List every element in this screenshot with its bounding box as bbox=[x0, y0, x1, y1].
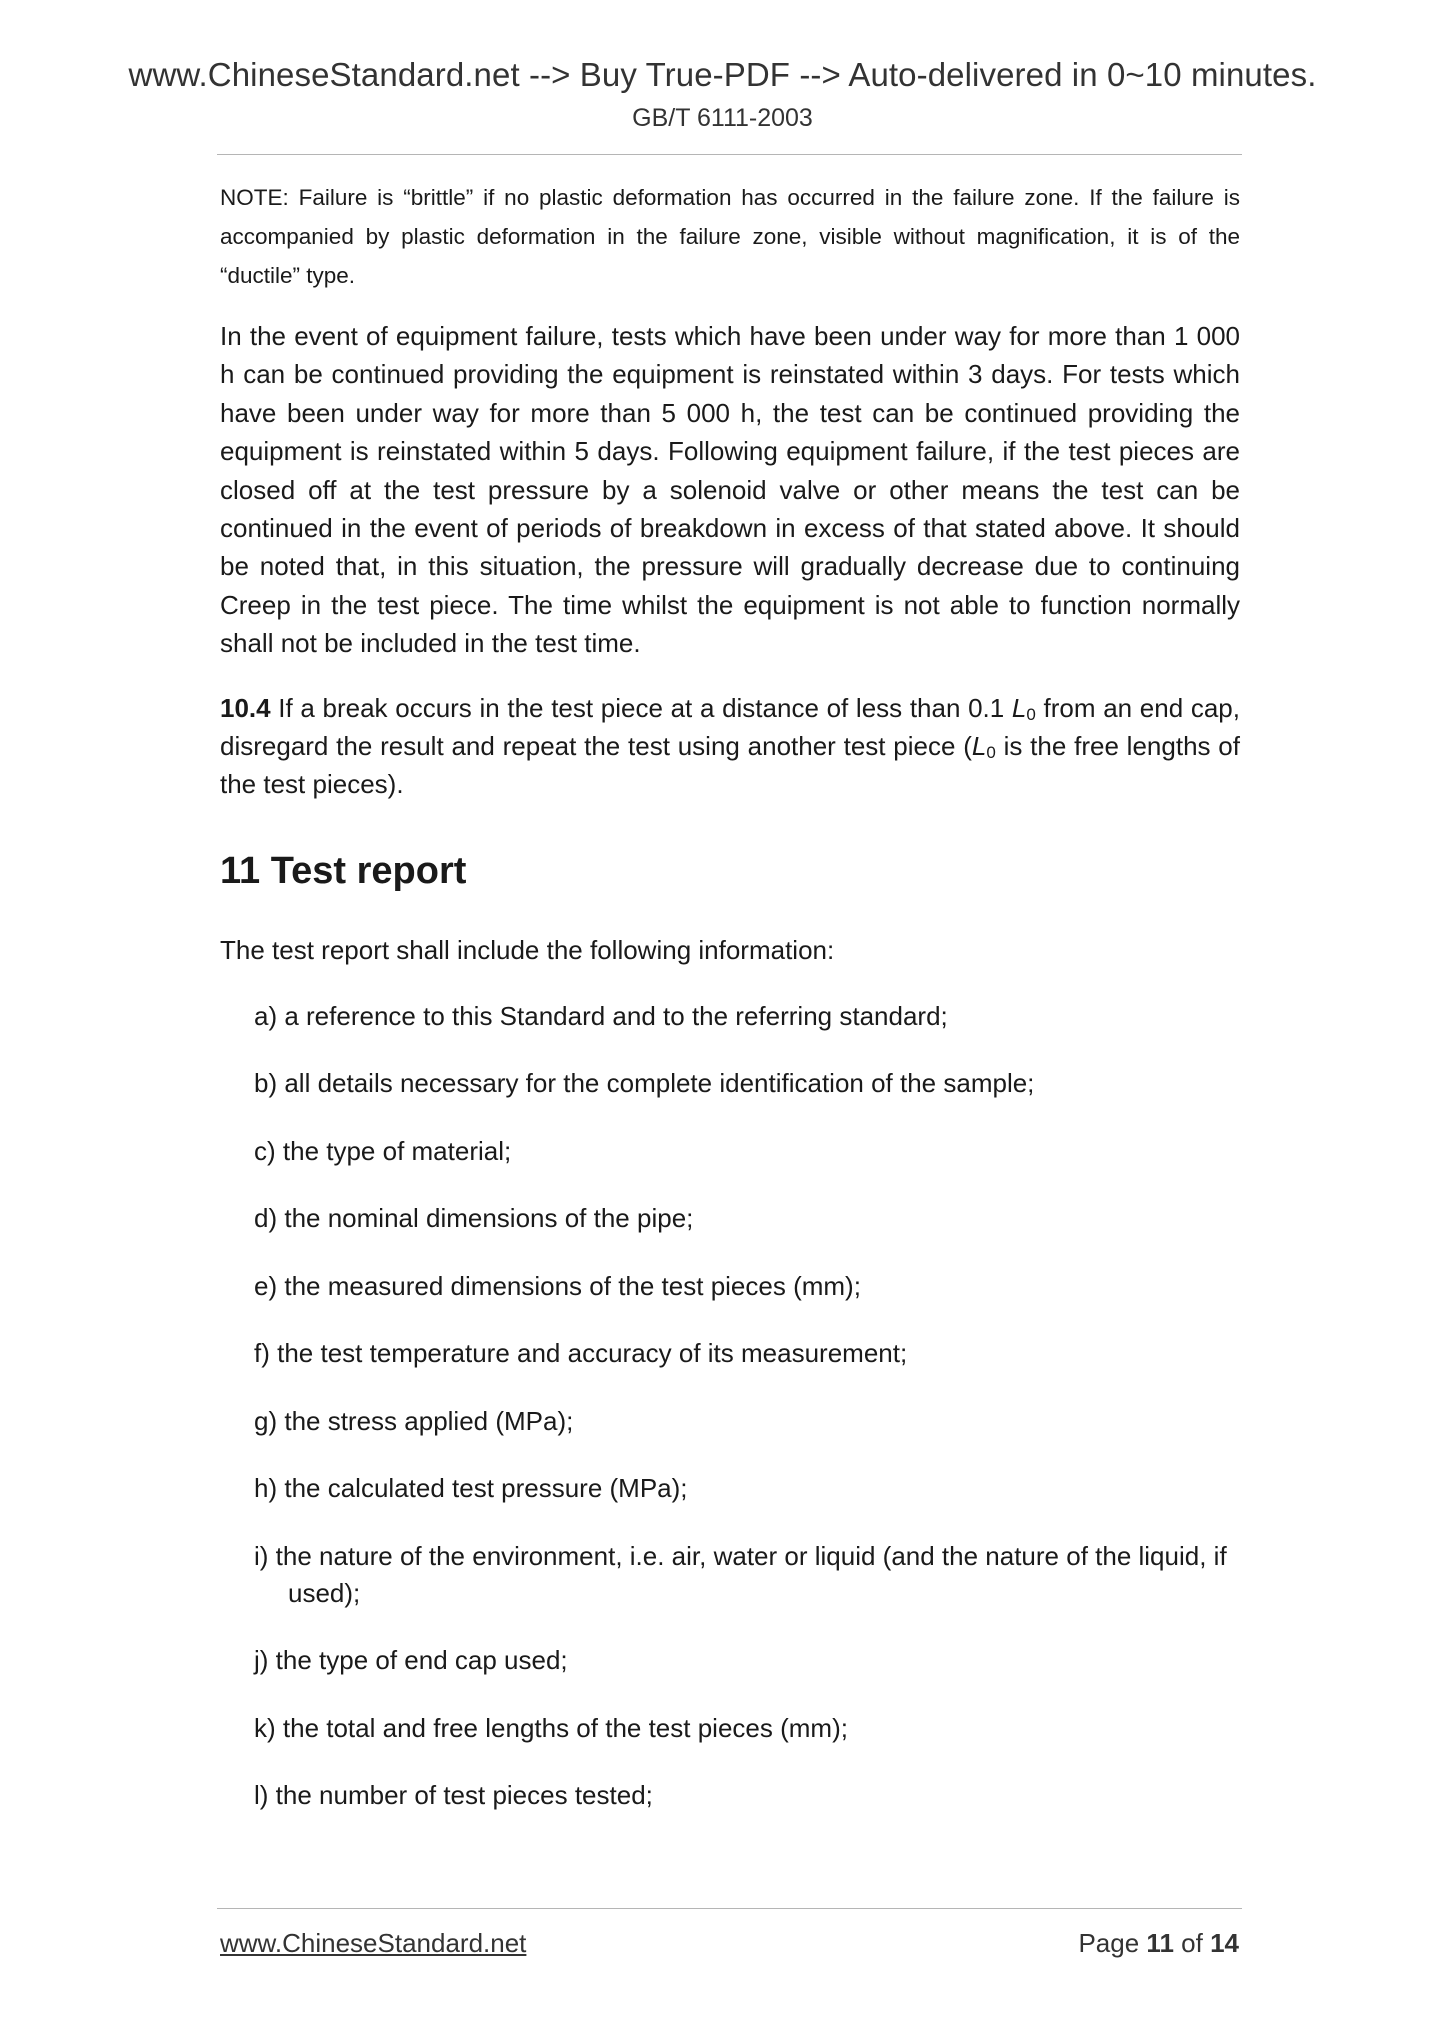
list-item: b) all details necessary for the complete identification of the sample; bbox=[254, 1068, 1035, 1099]
footer-divider bbox=[217, 1908, 1242, 1909]
list-item: f) the test temperature and accuracy of its measurement; bbox=[254, 1338, 908, 1369]
list-item: a) a reference to this Standard and to the referring standard; bbox=[254, 1000, 948, 1031]
total-pages: 14 bbox=[1210, 1928, 1239, 1958]
list-item: j) the type of end cap used; bbox=[254, 1645, 568, 1676]
symbol-l0: L bbox=[1011, 692, 1027, 723]
clause-text-3: is the free lengths of the test pieces). bbox=[220, 731, 1240, 800]
list-item: d) the nominal dimensions of the pipe; bbox=[254, 1203, 694, 1234]
list-item: c) the type of material; bbox=[254, 1135, 512, 1166]
report-items-list bbox=[220, 998, 1240, 1815]
note-paragraph: NOTE: Failure is “brittle” if no plastic deformation has occurred in the failure zone. If the failure is accompanied by plastic deformation in the failure zone, visible without magnification, it is of the “ductile” type. bbox=[220, 185, 1240, 288]
current-page: 11 bbox=[1146, 1928, 1174, 1958]
header-banner: www.ChineseStandard.net --> Buy True-PDF --> Auto-delivered in 0~10 minutes. bbox=[128, 56, 1317, 93]
clause-text-1: If a break occurs in the test piece at a distance of less than 0.1 bbox=[278, 692, 1005, 723]
list-item: l) the number of test pieces tested; bbox=[254, 1780, 653, 1811]
list-item: h) the calculated test pressure (MPa); bbox=[254, 1473, 688, 1504]
symbol-l0-second-subscript: 0 bbox=[986, 743, 996, 763]
list-item: i) the nature of the environment, i.e. air, water or liquid (and the nature of the liquid, if used); bbox=[254, 1540, 1227, 1608]
header-divider bbox=[217, 154, 1242, 155]
page-content bbox=[220, 178, 1240, 1845]
clause-number: 10.4 bbox=[220, 692, 271, 723]
section-intro: The test report shall include the following information: bbox=[220, 934, 835, 965]
page-label: Page bbox=[1078, 1928, 1140, 1958]
list-item: k) the total and free lengths of the test pieces (mm); bbox=[254, 1712, 848, 1743]
list-item: e) the measured dimensions of the test pieces (mm); bbox=[254, 1270, 861, 1301]
symbol-l0-second: L bbox=[971, 731, 987, 762]
footer-website-link[interactable]: www.ChineseStandard.net bbox=[220, 1928, 527, 1958]
clause-10-4 bbox=[220, 689, 1240, 804]
page-number bbox=[1078, 1928, 1239, 1959]
page-of: of bbox=[1181, 1928, 1203, 1958]
list-item: g) the stress applied (MPa); bbox=[254, 1405, 574, 1436]
standard-code: GB/T 6111-2003 bbox=[632, 104, 813, 132]
clause-text-2: from an end cap, disregard the result and repeat the test using another test piece ( bbox=[220, 692, 1240, 762]
section-heading: 11 Test report bbox=[220, 849, 467, 892]
equipment-failure-paragraph: In the event of equipment failure, tests which have been under way for more than 1 000 h can be continued providing the equipment is reinstated within 3 days. For tests which have been under way for more than 5 000 h, the test can be continued providing the equipment is reinstated within 5 days. Following equipment failure, if the test pieces are closed off at the test pressure by a solenoid valve or other means the test can be continued in the event of periods of breakdown in excess of that stated above. It should be noted that, in this situation, the pressure will gradually decrease due to continuing Creep in the test piece. The time whilst the equipment is not able to function normally shall not be included in the test time. bbox=[220, 321, 1240, 659]
symbol-l0-subscript: 0 bbox=[1026, 704, 1036, 724]
